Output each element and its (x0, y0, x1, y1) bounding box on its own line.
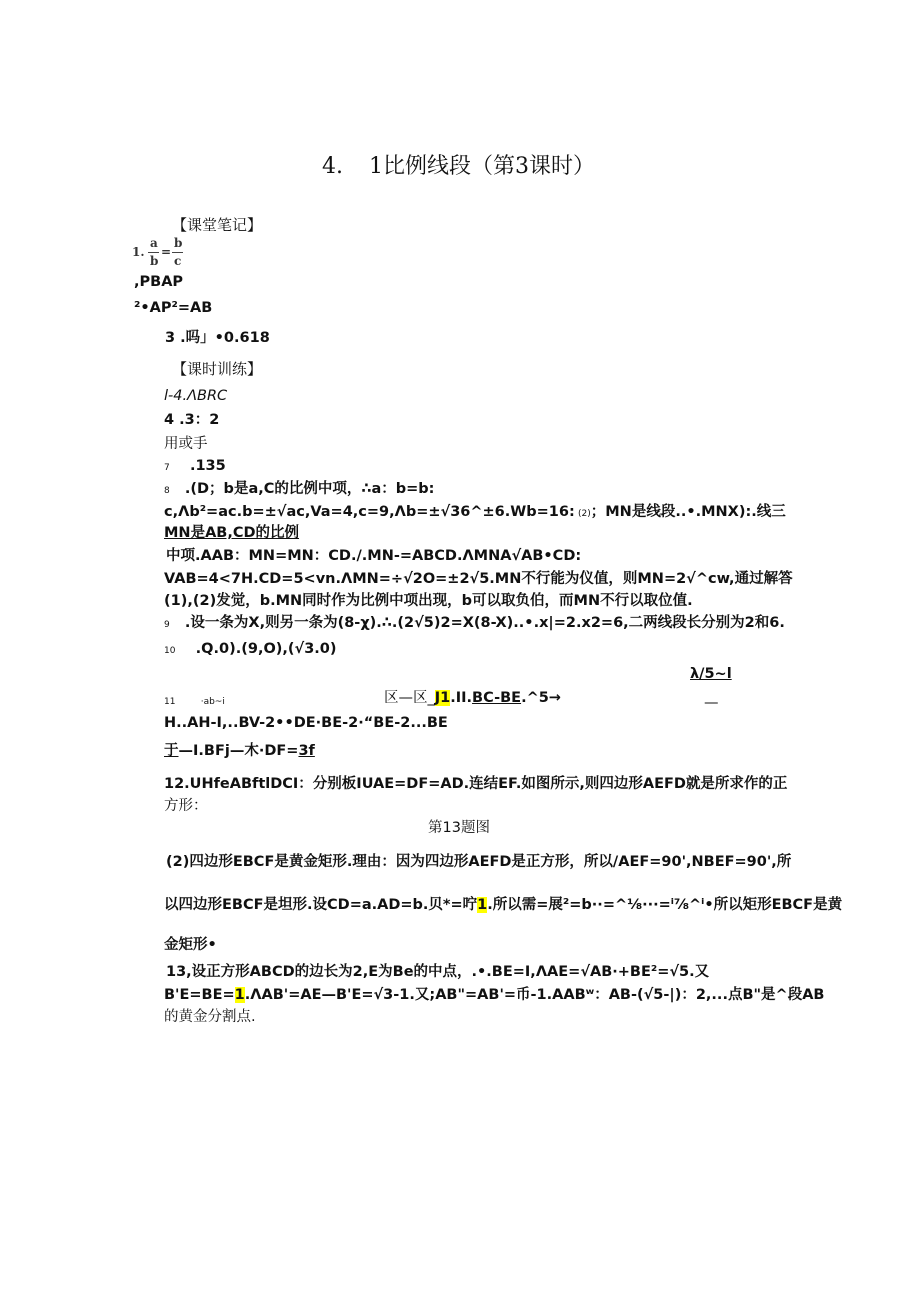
answer-12-part-2-line-2: 以四边形EBCF是坦形.设CD=a.AD=b.贝*=咛1.所以需=展²=b··=^⅛···=ⁱ⅞^ⁱ•所以矩形EBCF是黄 (164, 897, 843, 913)
answer-11-fraction-bar: — (704, 695, 719, 711)
answer-8-line-6: (1),(2)发觉，b.MN同时作为比例中项出现，b可以取负伯，而MN不行以取位值. (164, 593, 693, 609)
page-title: 4. 1比例线段（第3课时） (322, 154, 595, 179)
answer-8: 8 .(D；b是a,C的比例中项，∴a：b=b: (164, 481, 435, 497)
answer-1-4: l-4.ΛBRC (164, 388, 228, 404)
answer-11-fraction-top: λ/5~l (690, 666, 732, 682)
answer-11-line-2: H..AH-I,..BV-2••DE·BE-2·“BE-2...BE (164, 715, 448, 731)
answer-12: 12.UHfeABftlDCI：分别板IUAE=DF=AD.连结EF.如图所示,则四边形AEFD就是所求作的正 (164, 776, 788, 792)
notes-header: 【课堂笔记】 (172, 216, 263, 234)
figure-caption: 第13题图 (428, 820, 490, 836)
answer-7: 7 .135 (164, 458, 226, 474)
answer-5: 4 .3：2 (164, 412, 220, 428)
note-line-ap-ab: ²•AP²=AB (134, 300, 213, 316)
answer-11-line-3: 于—I.BFj—木·DF=3f (164, 743, 315, 759)
proportion-formula: 1. a b = b c (132, 236, 183, 268)
note-line-golden-ratio: 3 .吗」•0.618 (165, 330, 270, 346)
answer-13: 13,设正方形ABCD的边长为2,E为Be的中点，.•.BE=I,ΛAE=√AB·+BE²=√5.又 (166, 964, 710, 980)
answer-6: 用或手 (164, 436, 208, 452)
note-line-pbap: ,PBAP (134, 274, 184, 290)
answer-9: 9 .设一条为X,则另一条为(8-χ).∴.(2√5)2=X(8-X)..•.x|=2.x2=6,二两线段长分别为2和6. (164, 615, 785, 631)
answer-8-line-4: 中项.AAB：MN=MN：CD./.MN-=ABCD.ΛMNA√AB•CD: (166, 548, 582, 564)
answer-8-line-5: VAB=4<7H.CD=5<vn.ΛMN=÷√2O=±2√5.MN不行能为仪值，则MN=2√^cw,通过解答 (164, 571, 793, 587)
answer-8-line-3: MN是AB,CD的比例 (164, 525, 300, 541)
answer-10: 10 .Q.0).(9,O),(√3.0) (164, 641, 337, 657)
answer-12-part-2: (2)四边形EBCF是黄金矩形.理由：因为四边形AEFD是正方形，所以/AEF=90',NBEF=90',所 (166, 854, 792, 870)
answer-8-line-2: c,Λb²=ac.b=±√ac,Va=4,c=9,Λb=±√36^±6.Wb=16: (164, 504, 575, 520)
answer-12-part-2-line-3: 金矩形• (164, 937, 217, 953)
answer-11: 区—区_J1.II.BC-BE.^5→ (384, 690, 561, 706)
answer-13-line-2: B'E=BE=1.ΛAB'=AE—B'E=√3-1.又;AB"=AB'=币-1.AABʷ：AB-(√5-|)：2,...点B"是^段AB (164, 987, 825, 1003)
practice-header: 【课时训练】 (172, 360, 263, 378)
answer-11-num: 11 ·ab~i (164, 697, 225, 707)
answer-12-line-2: 方形： (164, 798, 208, 814)
answer-8-part-2: (2)；MN是线段..•.MNX):.线三 (578, 504, 786, 520)
answer-13-line-3: 的黄金分割点. (164, 1009, 256, 1025)
